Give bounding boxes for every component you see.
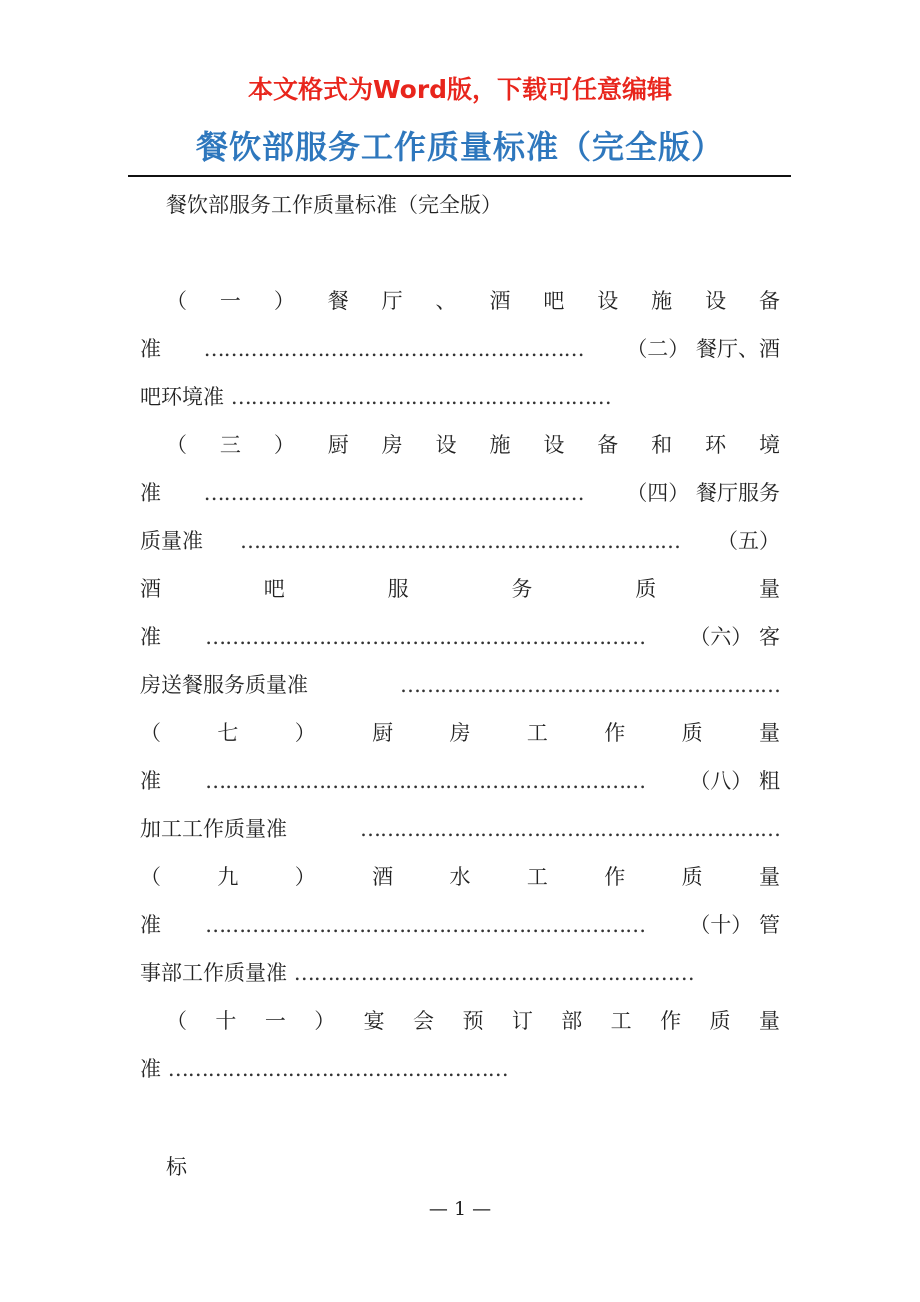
toc-line-10-char: 工 (526, 721, 548, 745)
toc-line-11-end: （八） 粗 (689, 769, 780, 793)
toc-line-10-char: 质 (681, 721, 703, 745)
toc-line-10-char: （ (140, 721, 161, 745)
toc-line-15-start: 事部工作质量准 (140, 961, 287, 985)
toc-line-13 (140, 862, 780, 892)
toc-line-10-char: 厨 (372, 721, 394, 745)
toc-line-7-char: 务 (511, 577, 533, 601)
toc-line-10-char: 量 (759, 721, 780, 745)
toc-line-13-char: 酒 (372, 865, 394, 889)
toc-line-5-dots: ………………………………………………… (203, 481, 584, 505)
toc-line-1-char: 吧 (543, 289, 565, 313)
toc-line-14-dots: ………………………………………………………… (205, 913, 646, 937)
toc-line-1-char: 、 (435, 289, 457, 313)
toc-line-1-char: ） (273, 289, 295, 313)
toc-line-2-start: 准 (140, 337, 161, 361)
toc-line-13-char: ） (294, 865, 316, 889)
toc-line-6-end: （五） (717, 529, 780, 553)
toc-line-7-char: 质 (635, 577, 657, 601)
toc-line-4-char: 备 (597, 433, 619, 457)
toc-line-2-dots: ………………………………………………… (203, 337, 584, 361)
toc-line-10 (140, 718, 780, 748)
toc-line-12 (140, 814, 780, 844)
toc-line-11 (140, 766, 780, 796)
toc-line-1-char: 施 (651, 289, 673, 313)
toc-line-4-char: 厨 (327, 433, 349, 457)
toc-line-4-char: 施 (489, 433, 511, 457)
toc-line-16-char: ） (314, 1009, 336, 1033)
toc-line-6-dots: ………………………………………………………… (240, 529, 680, 553)
toc-line-13-char: 九 (217, 865, 239, 889)
toc-line-11-start: 准 (140, 769, 161, 793)
toc-line-15 (140, 958, 780, 988)
toc-line-8-end: （六） 客 (689, 625, 780, 649)
toc-line-16-char: （ (166, 1009, 187, 1033)
toc-line-3 (140, 382, 780, 412)
toc-line-7-char: 酒 (140, 577, 161, 601)
page-number: — 1 — (428, 1198, 492, 1220)
toc-line-1-char: 餐 (327, 289, 349, 313)
toc-line-12-dots: ……………………………………………………… (360, 817, 780, 841)
toc-line-1 (166, 286, 780, 316)
toc-line-16-char: 会 (413, 1009, 435, 1033)
toc-line-16 (166, 1006, 780, 1036)
toc-line-8-start: 准 (140, 625, 161, 649)
toc-line-1-char: 厅 (381, 289, 403, 313)
toc-line-4-char: 三 (219, 433, 241, 457)
toc-line-17-dots: …………………………………………… (167, 1057, 508, 1081)
toc-line-7-char: 服 (387, 577, 409, 601)
toc-line-1-char: 酒 (489, 289, 511, 313)
toc-line-9-start: 房送餐服务质量准 (140, 673, 308, 697)
toc-line-16-char: 预 (462, 1009, 484, 1033)
toc-line-4 (166, 430, 780, 460)
toc-line-7-char: 量 (758, 577, 780, 601)
toc-line-4-char: 境 (758, 433, 780, 457)
toc-line-13-char: （ (140, 865, 161, 889)
toc-line-14 (140, 910, 780, 940)
toc-line-5-start: 准 (140, 481, 161, 505)
toc-line-13-char: 工 (526, 865, 548, 889)
toc-line-16-char: 工 (610, 1009, 632, 1033)
toc-line-5-end: （四） 餐厅服务 (626, 481, 780, 505)
toc-line-8-dots: ………………………………………………………… (205, 625, 646, 649)
toc-line-7-char: 吧 (263, 577, 285, 601)
toc-line-6 (140, 526, 780, 556)
toc-line-16-char: 订 (511, 1009, 533, 1033)
toc-line-4-char: 和 (651, 433, 673, 457)
toc-line-11-dots: ………………………………………………………… (205, 769, 646, 793)
toc-line-16-char: 量 (758, 1009, 780, 1033)
toc-line-5 (140, 478, 780, 508)
toc-line-10-char: 作 (604, 721, 626, 745)
toc-line-4-char: ） (273, 433, 295, 457)
toc-line-16-char: 一 (264, 1009, 286, 1033)
toc-line-13-char: 水 (449, 865, 471, 889)
header-rule (128, 175, 791, 177)
toc-line-2 (140, 334, 780, 364)
toc-line-16-char: 质 (709, 1009, 731, 1033)
toc-line-13-char: 质 (681, 865, 703, 889)
toc-line-1-char: 备 (758, 289, 780, 313)
toc-line-4-char: 环 (705, 433, 727, 457)
toc-line-14-start: 准 (140, 913, 161, 937)
toc-line-16-char: 十 (215, 1009, 237, 1033)
toc-line-17-start: 准 (140, 1057, 161, 1081)
toc-line-10-char: 七 (217, 721, 239, 745)
toc-line-10-char: 房 (449, 721, 471, 745)
toc-line-6-start: 质量准 (140, 529, 203, 553)
toc-line-13-char: 作 (604, 865, 626, 889)
toc-line-4-char: 设 (543, 433, 565, 457)
toc-line-15-dots: …………………………………………………… (293, 961, 694, 985)
toc-line-1-char: 设 (597, 289, 619, 313)
toc-line-16-char: 部 (561, 1009, 583, 1033)
toc-line-9 (140, 670, 780, 700)
word-format-banner: 本文格式为Word版，下载可任意编辑 (247, 75, 673, 104)
toc-line-8 (140, 622, 780, 652)
toc-line-7 (140, 574, 780, 604)
toc-line-10-char: ） (294, 721, 316, 745)
toc-line-12-start: 加工工作质量准 (140, 817, 287, 841)
toc-line-1-char: 设 (705, 289, 727, 313)
toc-line-16-char: 宴 (363, 1009, 385, 1033)
toc-line-4-char: 设 (435, 433, 457, 457)
toc-line-4-char: 房 (381, 433, 403, 457)
body-text: 标 (166, 1155, 187, 1179)
toc-line-9-dots: ………………………………………………… (400, 673, 780, 697)
toc-line-13-char: 量 (759, 865, 780, 889)
toc-line-3-start: 吧环境准 (140, 385, 224, 409)
toc-line-4-char: （ (166, 433, 187, 457)
toc-line-1-char: 一 (219, 289, 241, 313)
toc-line-2-end: （二） 餐厅、酒 (626, 337, 780, 361)
toc-line-3-dots: ………………………………………………… (230, 385, 611, 409)
toc-line-17 (140, 1054, 780, 1084)
toc-line-1-char: （ (166, 289, 187, 313)
subtitle: 餐饮部服务工作质量标准（完全版） (166, 193, 502, 217)
page-title: 餐饮部服务工作质量标准（完全版） (195, 128, 724, 166)
toc-line-14-end: （十） 管 (689, 913, 780, 937)
toc-line-16-char: 作 (660, 1009, 682, 1033)
